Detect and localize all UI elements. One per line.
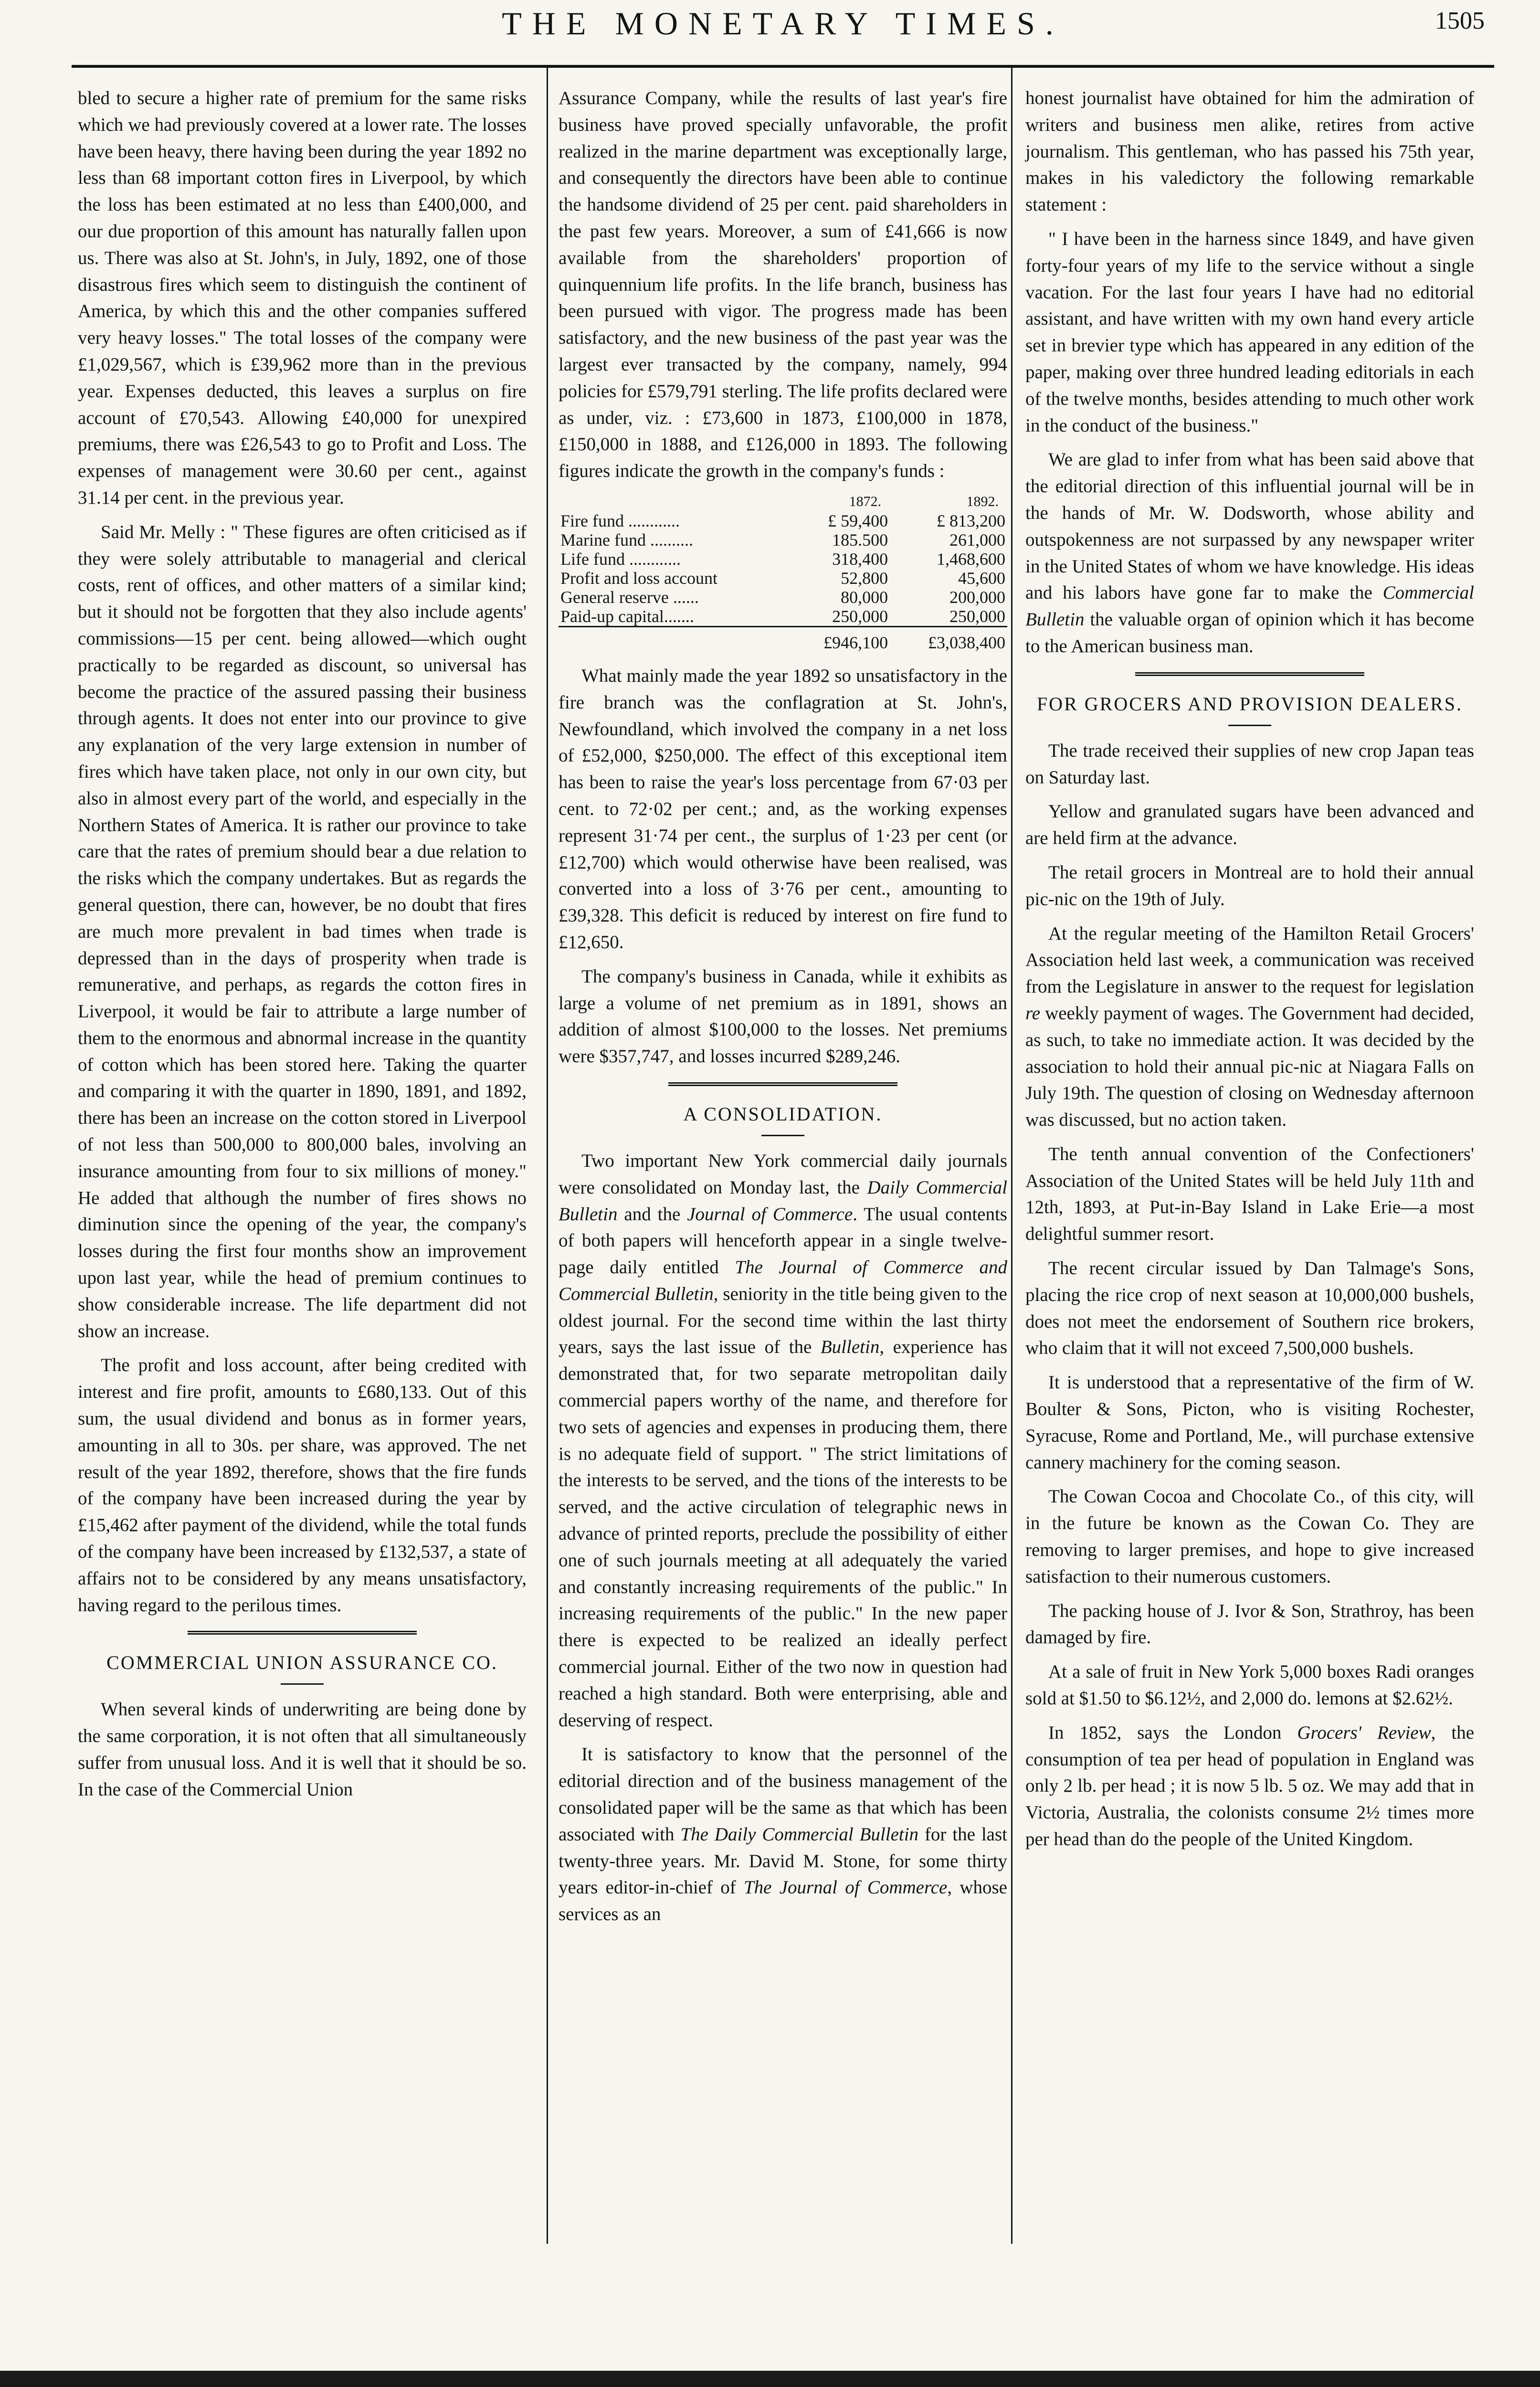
cell-1892: 200,000 <box>949 587 1005 607</box>
paragraph: At a sale of fruit in New York 5,000 boxes Radi oranges sold at $1.50 to $6.12½, and 2,000 do. lemons at $2.62½. <box>1025 1661 1474 1709</box>
row-label: Paid-up capital....... <box>560 606 694 626</box>
page-header <box>72 0 1494 61</box>
paragraph: The Cowan Cocoa and Chocolate Co., of this city, will in the future be known as the Cowan Co. They are removing to larger premises, and hope to give increased satisfaction to their numerous customers. <box>1025 1486 1474 1587</box>
cell-1872: £ 59,400 <box>828 511 888 530</box>
row-label: Life fund ............ <box>560 549 681 569</box>
cell-1872: 185.500 <box>832 530 888 549</box>
column-1 <box>78 85 527 1811</box>
paragraph: When several kinds of underwriting are being done by the same corporation, it is not often that all simultaneously suffer from unusual loss. And it is well that it should be so. In the case of the Commercial Union <box>78 1699 527 1800</box>
paragraph: The packing house of J. Ivor & Son, Strathroy, has been damaged by fire. <box>1025 1600 1474 1648</box>
table-row <box>559 588 1007 607</box>
paragraph <box>1025 1720 1474 1853</box>
section-heading: FOR GROCERS AND PROVISION DEALERS. <box>1036 693 1463 715</box>
heading-rule <box>1228 725 1271 726</box>
total-1892: £3,038,400 <box>890 626 1007 652</box>
paragraph: Yellow and granulated sugars have been advanced and are held firm at the advance. <box>1025 801 1474 849</box>
cell-1892: 45,600 <box>958 568 1005 588</box>
table-header-row <box>559 492 1007 511</box>
text-run: Two important New York commercial daily journals were consolidated on Monday last, the <box>559 1150 1007 1198</box>
cell-1872: 80,000 <box>841 587 888 607</box>
cell-1892: 250,000 <box>949 606 1005 626</box>
cell-1872: 318,400 <box>832 549 888 569</box>
column-divider <box>547 67 548 2244</box>
paragraph: It is understood that a representative of the firm of W. Boulter & Sons, Picton, who is visiting Rochester, Syracuse, Rome and Portland, Me., will purchase extensive cannery machinery for the coming season. <box>1025 1372 1474 1473</box>
italic-title: The Journal of Commerce <box>743 1877 948 1898</box>
paragraph: The company's business in Canada, while it exhibits as large a volume of net premium as in 1891, shows an addition of almost $100,000 to the losses. Net premiums were $357,747, and losses incurred $289,246. <box>559 966 1007 1067</box>
paragraph: The tenth annual convention of the Confectioners' Association of the United States will be held July 11th and 12th, 1893, at Put-in-Bay Island in Lake Erie—a most delightful summer resort. <box>1025 1143 1474 1245</box>
section-heading: COMMERCIAL UNION ASSURANCE CO. <box>106 1652 498 1674</box>
cell-1892: 261,000 <box>949 530 1005 549</box>
section-rule <box>668 1082 897 1089</box>
paragraph: bled to secure a higher rate of premium for the same risks which we had previously covered at a lower rate. The losses have been heavy, there having been during the year 1892 no less than 68 important cotton fires in Liverpool, by which the loss has been estimated at no less than £400,000, and our due proportion of this amount has naturally fallen upon us. There was also at St. John's, in July, 1892, one of those disastrous fires which seem to distinguish the continent of America, by which this and the other companies suffered very heavy losses." The total losses of the company were £1,029,567, which is £39,962 more than in the previous year. Expenses deducted, this leaves a surplus on fire account of £70,543. Allowing £40,000 for unexpired premiums, there was £26,543 to go to Profit and Loss. The expenses of management were 30.60 per cent., against 31.14 per cent. in the previous year. <box>78 88 527 508</box>
italic-title: Daily Commercial Bulletin <box>559 1177 1007 1225</box>
paragraph: Said Mr. Melly : " These figures are often criticised as if they were solely attributable to managerial and clerical costs, rent of offices, and other matters of a similar kind; but it should not be forgotten that they also include agents' commissions—15 per cent. being allowed—which ought practically to be regarded as discount, so universal has become the practice of the assured passing their business through agents. It does not enter into our province to give any explanation of the very large extension in number of fires which have taken place, not only in our own city, but also in almost every part of the world, and especially in the Northern States of America. It is rather our province to take care that the rates of premium should bear a due relation to the risks which the company undertakes. But as regards the general question, there can, however, be no doubt that fires are much more prevalent in bad times when trade is depressed than in the days of prosperity when trade is remunerative, and perhaps, as regards the cotton fires in Liverpool, it would be fair to attribute a large number of them to the enormous and abnormal increase in the quantity of cotton which has been stored here. Taking the quarter and comparing it with the quarter in 1890, 1891, and 1892, there has been an increase on the cotton stored in Liverpool of not less than 500,000 to 800,000 bales, involving an insurance amounting from four to six millions of money." He added that although the number of fires shows no diminution since the opening of the year, the company's losses during the first four months show an improvement upon last year, while the head of premium continues to show considerable increase. The life department did not show an increase. <box>78 521 527 1341</box>
text-run: for the last twenty-three years. Mr. David M. Stone, for some thirty years editor-in-chief of <box>559 1824 1007 1898</box>
text-run: . The usual contents of both papers will henceforth appear in a single twelve-page daily entitled <box>559 1204 1007 1278</box>
paragraph: honest journalist have obtained for him the admiration of writers and business men alike, retires from active journalism. This gentleman, who has passed his 75th year, makes in his valedictory the following remarkable statement : <box>1025 88 1474 215</box>
italic-title: The Journal of Commerce and Commercial Bulletin <box>559 1257 1007 1304</box>
text-run: weekly payment of wages. The Government had decided, as such, to take no immediate action. It was decided by the association to hold their annual pic-nic at Niagara Falls on July 19th. The question of closing on Wednesday afternoon was discussed, but no action taken. <box>1025 1003 1474 1130</box>
header-rule <box>72 65 1494 68</box>
italic-title: The Daily Commercial Bulletin <box>680 1824 919 1845</box>
paragraph <box>559 1148 1007 1734</box>
text-run: , whose services as an <box>559 1877 1007 1925</box>
heading-rule <box>761 1135 804 1136</box>
funds-table <box>559 492 1007 652</box>
section-rule <box>188 1631 417 1637</box>
text-run: , the consumption of tea per head of population in England was only 2 lb. per head ; it is now 5 lb. 5 oz. We may add that in Victoria, Australia, the colonists consume 2½ times more per head than do the people of the United Kingdom. <box>1025 1722 1475 1850</box>
paragraph <box>1025 446 1474 659</box>
row-label: Marine fund .......... <box>560 530 693 549</box>
paragraph <box>1025 920 1474 1133</box>
italic-title: Commercial Bulletin <box>1025 582 1474 630</box>
cell-1872: 52,800 <box>841 568 888 588</box>
cell-1892: 1,468,600 <box>937 549 1005 569</box>
paragraph: Assurance Company, while the results of last year's fire business have proved specially unfavorable, the profit realized in the marine department was exceptionally large, and consequently the directors have been able to continue the handsome dividend of 25 per cent. paid shareholders in the past few years. Moreover, a sum of £41,666 is now available from the shareholders' proportion of quinquennium life profits. In the life branch, business has been pursued with vigor. The progress made has been satisfactory, and the new business of the past year was the largest ever transacted by the company, namely, 994 policies for £579,791 sterling. The life profits declared were as under, viz. : £73,600 in 1873, £100,000 in 1878, £150,000 in 1888, and £126,000 in 1893. The following figures indicate the growth in the company's funds : <box>559 88 1007 482</box>
row-label: Fire fund ............ <box>560 511 680 530</box>
table-row <box>559 607 1007 627</box>
table-row <box>559 549 1007 569</box>
column-3 <box>1025 85 1474 1860</box>
cell-1872: 250,000 <box>832 606 888 626</box>
total-1872: £946,100 <box>791 626 890 652</box>
italic-title: Bulletin <box>820 1337 880 1358</box>
paragraph <box>559 1741 1007 1928</box>
masthead: THE MONETARY TIMES. <box>502 5 1064 42</box>
section-rule <box>1135 672 1364 679</box>
text-run: and the <box>617 1204 687 1225</box>
row-label: General reserve ...... <box>560 587 699 607</box>
quote-paragraph: " I have been in the harness since 1849, and have given forty-four years of my life to the service without a single vacation. For the last four years I have had no editorial assistant, and have written with my own hand every article set in brevier type which has appeared in any edition of the paper, making over three hundred leading editorials in each of the twelve months, besides attending to much other work in the conduct of the business." <box>1025 228 1474 436</box>
text-run: In 1852, says the London <box>1048 1722 1297 1743</box>
paragraph: The trade received their supplies of new crop Japan teas on Saturday last. <box>1025 740 1474 788</box>
column-divider <box>1011 67 1013 2244</box>
section-heading: A CONSOLIDATION. <box>683 1103 883 1125</box>
paragraph: The profit and loss account, after being credited with interest and fire profit, amounts to £680,133. Out of this sum, the usual dividend and bonus as in former years, amounting in all to 30s. per share, was approved. The net result of the year 1892, therefore, shows that the fire funds of the company have been increased during the year by £15,462 after payment of the dividend, while the total funds of the company have been increased by £132,537, a state of affairs not to be considered by any means unsatisfactory, having regard to the perilous times. <box>78 1355 527 1616</box>
text-run: It is satisfactory to know that the personnel of the editorial direction and of the business management of the consolidated paper will be the same as that which has been associated with <box>559 1744 1007 1845</box>
text-run: We are glad to infer from what has been said above that the editorial direction of this influential journal will be in the hands of Mr. W. Dodsworth, whose ability and outspokenness are not surpassed by any newspaper writer in the United States of whom we have knowledge. His ideas and his labors have gone far to make the <box>1025 449 1474 603</box>
italic-word: re <box>1025 1003 1041 1024</box>
paragraph: What mainly made the year 1892 so unsatisfactory in the fire branch was the conflagration at St. John's, Newfoundland, which involved the company in a net loss of £52,000, $250,000. The effect of this exceptional item has been to raise the year's loss percentage from 67·03 per cent. to 72·02 per cent.; and, as the working expenses represent 31·74 per cent., the surplus of 1·23 per cent (or £12,700) which would otherwise have been realised, was converted into a loss of 3·76 per cent., amounting to £39,328. This deficit is reduced by interest on fire fund to £12,650. <box>559 665 1007 952</box>
page-bottom-edge <box>0 2371 1540 2387</box>
italic-title: Journal of Commerce <box>687 1204 853 1225</box>
column-2 <box>559 85 1007 1935</box>
year-header: 1892. <box>966 493 999 509</box>
italic-title: Grocers' Review <box>1297 1722 1431 1743</box>
year-header: 1872. <box>849 493 882 509</box>
table-row <box>559 511 1007 530</box>
page-number: 1505 <box>1435 7 1485 34</box>
cell-1892: £ 813,200 <box>937 511 1005 530</box>
row-label: Profit and loss account <box>560 568 717 588</box>
table-row <box>559 530 1007 549</box>
text-run: , experience has demonstrated that, for two separate metropolitan daily commercial papers worthy of the name, and therefore for two sets of agencies and expenses in producing them, there is no adequate field of support. " The strict limitations of the interests to be served, and the tions of the interests to be served, and the active circulation of telegraphic news in advance of printed reports, preclude the possibility of either one of such journals meeting at all adequately the varied and constantly increasing requirements of the public." In increasing requirements of the public." In the new paper there is expected to be realized an ideally perfect commercial journal. Either of the two now in question had reached a high standard. Both were enterprising, able and deserving of respect. <box>559 1337 1007 1731</box>
heading-rule <box>281 1683 324 1685</box>
text-run: At the regular meeting of the Hamilton Retail Grocers' Association held last week, a communication was received from the Legislature in answer to the request for legislation <box>1025 923 1474 997</box>
text-run: the valuable organ of opinion which it has become to the American business man. <box>1025 609 1474 656</box>
table-row <box>559 569 1007 588</box>
table-total-row <box>559 626 1007 652</box>
text-run: , seniority in the title being given to the oldest journal. For the second time within the last thirty years, says the last issue of the <box>559 1283 1007 1358</box>
paragraph: The recent circular issued by Dan Talmage's Sons, placing the rice crop of next season at 10,000,000 bushels, does not meet the endorsement of Southern rice brokers, who claim that it will not exceed 7,500,000 bushels. <box>1025 1258 1474 1359</box>
paragraph: The retail grocers in Montreal are to hold their annual pic-nic on the 19th of July. <box>1025 862 1474 909</box>
